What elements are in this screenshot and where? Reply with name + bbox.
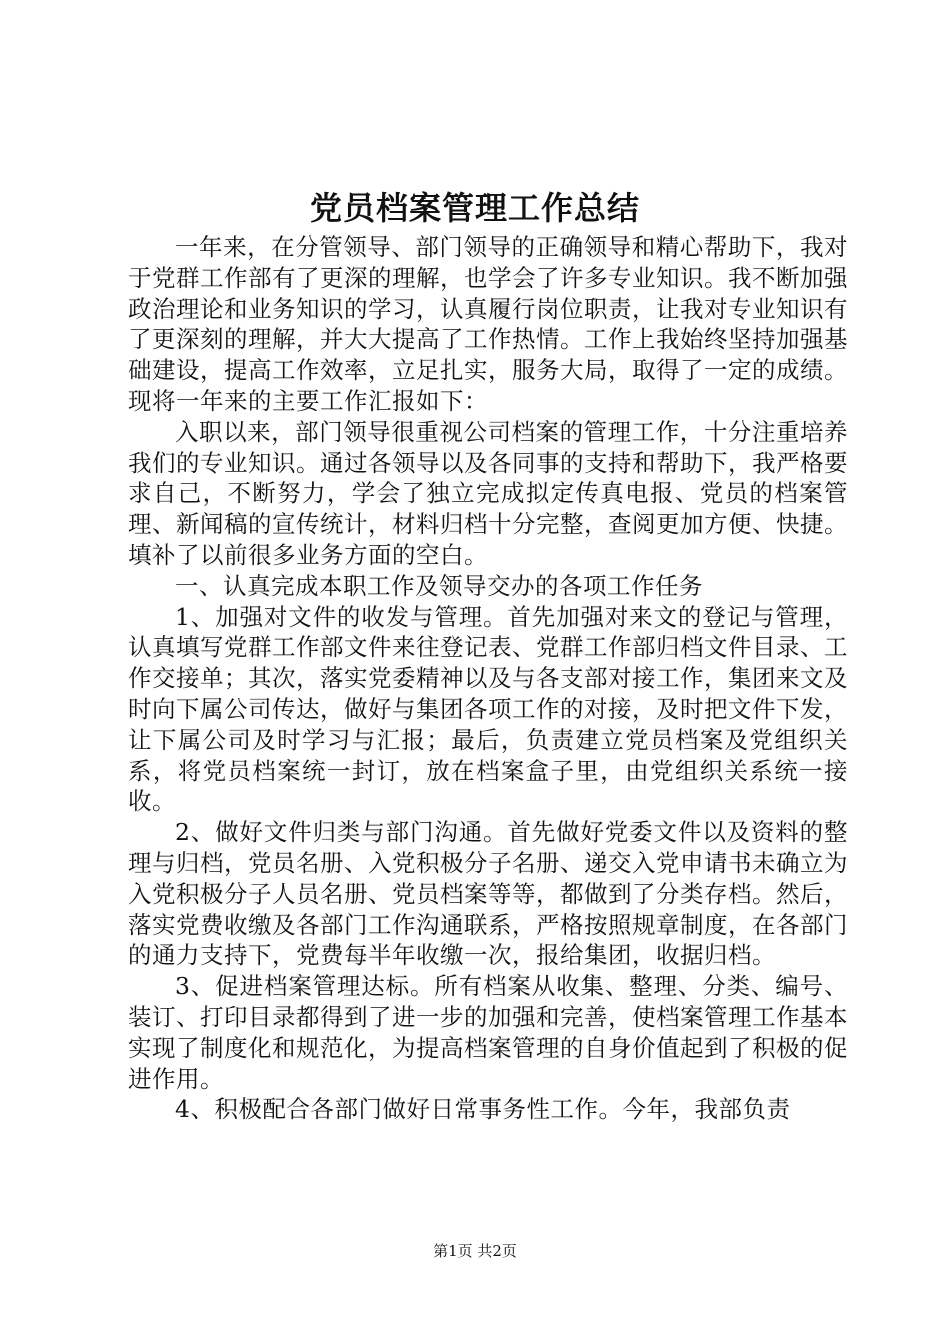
section-heading-1: 一、认真完成本职工作及领导交办的各项工作任务 xyxy=(175,571,703,600)
paragraph-intro: 一年来，在分管领导、部门领导的正确领导和精心帮助下，我对于党群工作部有了更深的理解，也学会了许多专业知识。我不断加强政治理论和业务知识的学习，认真履行岗位职责，让我对专业知识有了更深刻的理解，并大大提高了工作热情。工作上我始终坚持加强基础建设，提高工作效率，立足扎实，服务大局，取得了一定的成绩。现将一年来的主要工作汇报如下： xyxy=(128,233,848,415)
document-body xyxy=(128,232,848,1125)
page-number-footer: 第1页 共2页 xyxy=(433,1242,517,1260)
paragraph-item-2: 2、做好文件归类与部门沟通。首先做好党委文件以及资料的整理与归档，党员名册、入党积极分子名册、递交入党申请书未确立为入党积极分子人员名册、党员档案等等，都做到了分类存档。然后，落实党费收缴及各部门工作沟通联系，严格按照规章制度，在各部门的通力支持下，党费每半年收缴一次，报给集团，收据归档。 xyxy=(128,818,848,970)
paragraph-item-1: 1、加强对文件的收发与管理。首先加强对来文的登记与管理，认真填写党群工作部文件来往登记表、党群工作部归档文件目录、工作交接单；其次，落实党委精神以及与各支部对接工作，集团来文及时向下属公司传达，做好与集团各项工作的对接，及时把文件下发，让下属公司及时学习与汇报；最后，负责建立党员档案及党组织关系，将党员档案统一封订，放在档案盒子里，由党组织关系统一接收。 xyxy=(128,602,848,816)
paragraph-onboarding: 入职以来，部门领导很重视公司档案的管理工作，十分注重培养我们的专业知识。通过各领导以及各同事的支持和帮助下，我严格要求自己，不断努力，学会了独立完成拟定传真电报、党员的档案管理、新闻稿的宣传统计，材料归档十分完整，查阅更加方便、快捷。填补了以前很多业务方面的空白。 xyxy=(128,417,848,569)
paragraph-item-3: 3、促进档案管理达标。所有档案从收集、整理、分类、编号、装订、打印目录都得到了进一步的加强和完善，使档案管理工作基本实现了制度化和规范化，为提高档案管理的自身价值起到了积极的促进作用。 xyxy=(128,972,848,1093)
document-title: 党员档案管理工作总结 xyxy=(309,189,640,227)
paragraph-item-4: 4、积极配合各部门做好日常事务性工作。今年，我部负责 xyxy=(175,1095,791,1124)
